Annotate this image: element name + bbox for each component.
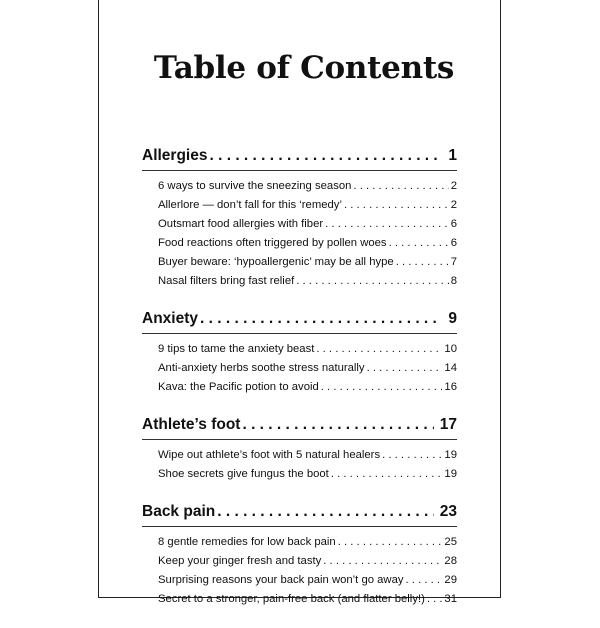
section-page-number: 17 (439, 416, 457, 433)
section-page-number: 23 (439, 503, 457, 520)
toc-entry (158, 196, 457, 215)
entry-page-number: 2 (450, 180, 457, 192)
entry-page-number: 8 (450, 275, 457, 287)
dot-leader (209, 147, 442, 165)
toc-section (142, 503, 457, 609)
entry-title: Wipe out athlete’s foot with 5 natural healers (158, 449, 381, 461)
entry-title: Secret to a stronger, pain-free back (and flatter belly!) (158, 593, 425, 605)
section-name: Back pain (142, 503, 216, 520)
entry-title: Buyer beware: ‘hypoallergenic’ may be all hype (158, 256, 394, 268)
entry-title: 6 ways to survive the sneezing season (158, 180, 352, 192)
book-page (98, 0, 501, 605)
section-name: Athlete’s foot (142, 416, 241, 433)
toc-section (142, 147, 457, 291)
toc-entry (158, 253, 457, 272)
entry-page-number: 6 (450, 237, 457, 249)
dot-leader (367, 359, 443, 378)
section-page-number: 9 (448, 310, 457, 327)
section-entries (142, 533, 457, 609)
section-page-number: 1 (448, 147, 457, 164)
dot-leader (353, 177, 448, 196)
toc-entry (158, 340, 457, 359)
dot-leader (242, 416, 433, 434)
entry-page-number: 25 (444, 536, 457, 548)
dot-leader (296, 272, 448, 291)
section-name: Anxiety (142, 310, 198, 327)
section-name: Allergies (142, 147, 208, 164)
section-heading (142, 310, 457, 334)
dot-leader (338, 533, 443, 552)
dot-leader (200, 310, 442, 328)
entry-title: Nasal filters bring fast relief (158, 275, 295, 287)
toc-entry (158, 272, 457, 291)
entry-page-number: 2 (450, 199, 457, 211)
toc-entry (158, 465, 457, 484)
entry-title: Anti-anxiety herbs soothe stress naturally (158, 362, 365, 374)
toc-entry (158, 215, 457, 234)
section-heading (142, 147, 457, 171)
entry-page-number: 10 (444, 343, 457, 355)
toc-entry (158, 552, 457, 571)
table-of-contents (142, 147, 457, 628)
dot-leader (325, 215, 449, 234)
entry-page-number: 6 (450, 218, 457, 230)
entry-page-number: 29 (444, 574, 457, 586)
dot-leader (406, 571, 443, 590)
dot-leader (316, 340, 442, 359)
section-entries (142, 446, 457, 484)
entry-page-number: 7 (450, 256, 457, 268)
entry-title: Keep your ginger fresh and tasty (158, 555, 322, 567)
entry-title: Allerlore — don’t fall for this ‘remedy’ (158, 199, 342, 211)
toc-entry (158, 177, 457, 196)
toc-entry (158, 359, 457, 378)
toc-entry (158, 533, 457, 552)
dot-leader (217, 503, 434, 521)
entry-title: 9 tips to tame the anxiety beast (158, 343, 315, 355)
entry-title: Outsmart food allergies with fiber (158, 218, 324, 230)
dot-leader (396, 253, 449, 272)
entry-title: Kava: the Pacific potion to avoid (158, 381, 319, 393)
section-heading (142, 416, 457, 440)
entry-page-number: 16 (444, 381, 457, 393)
toc-entry (158, 378, 457, 397)
dot-leader (321, 378, 443, 397)
toc-section (142, 310, 457, 397)
entry-title: Shoe secrets give fungus the boot (158, 468, 329, 480)
toc-entry (158, 234, 457, 253)
dot-leader (389, 234, 449, 253)
section-entries (142, 177, 457, 291)
entry-title: Food reactions often triggered by pollen woes (158, 237, 387, 249)
entry-page-number: 14 (444, 362, 457, 374)
toc-entry (158, 571, 457, 590)
toc-section (142, 416, 457, 484)
dot-leader (331, 465, 443, 484)
page-title: Table of Contents (153, 50, 454, 86)
entry-page-number: 19 (444, 468, 457, 480)
entry-page-number: 19 (444, 449, 457, 461)
dot-leader (344, 196, 449, 215)
dot-leader (323, 552, 442, 571)
entry-page-number: 28 (444, 555, 457, 567)
entry-title: Surprising reasons your back pain won’t go away (158, 574, 404, 586)
section-heading (142, 503, 457, 527)
dot-leader (382, 446, 442, 465)
section-entries (142, 340, 457, 397)
entry-title: 8 gentle remedies for low back pain (158, 536, 336, 548)
entry-page-number: 31 (444, 593, 457, 605)
toc-entry (158, 446, 457, 465)
